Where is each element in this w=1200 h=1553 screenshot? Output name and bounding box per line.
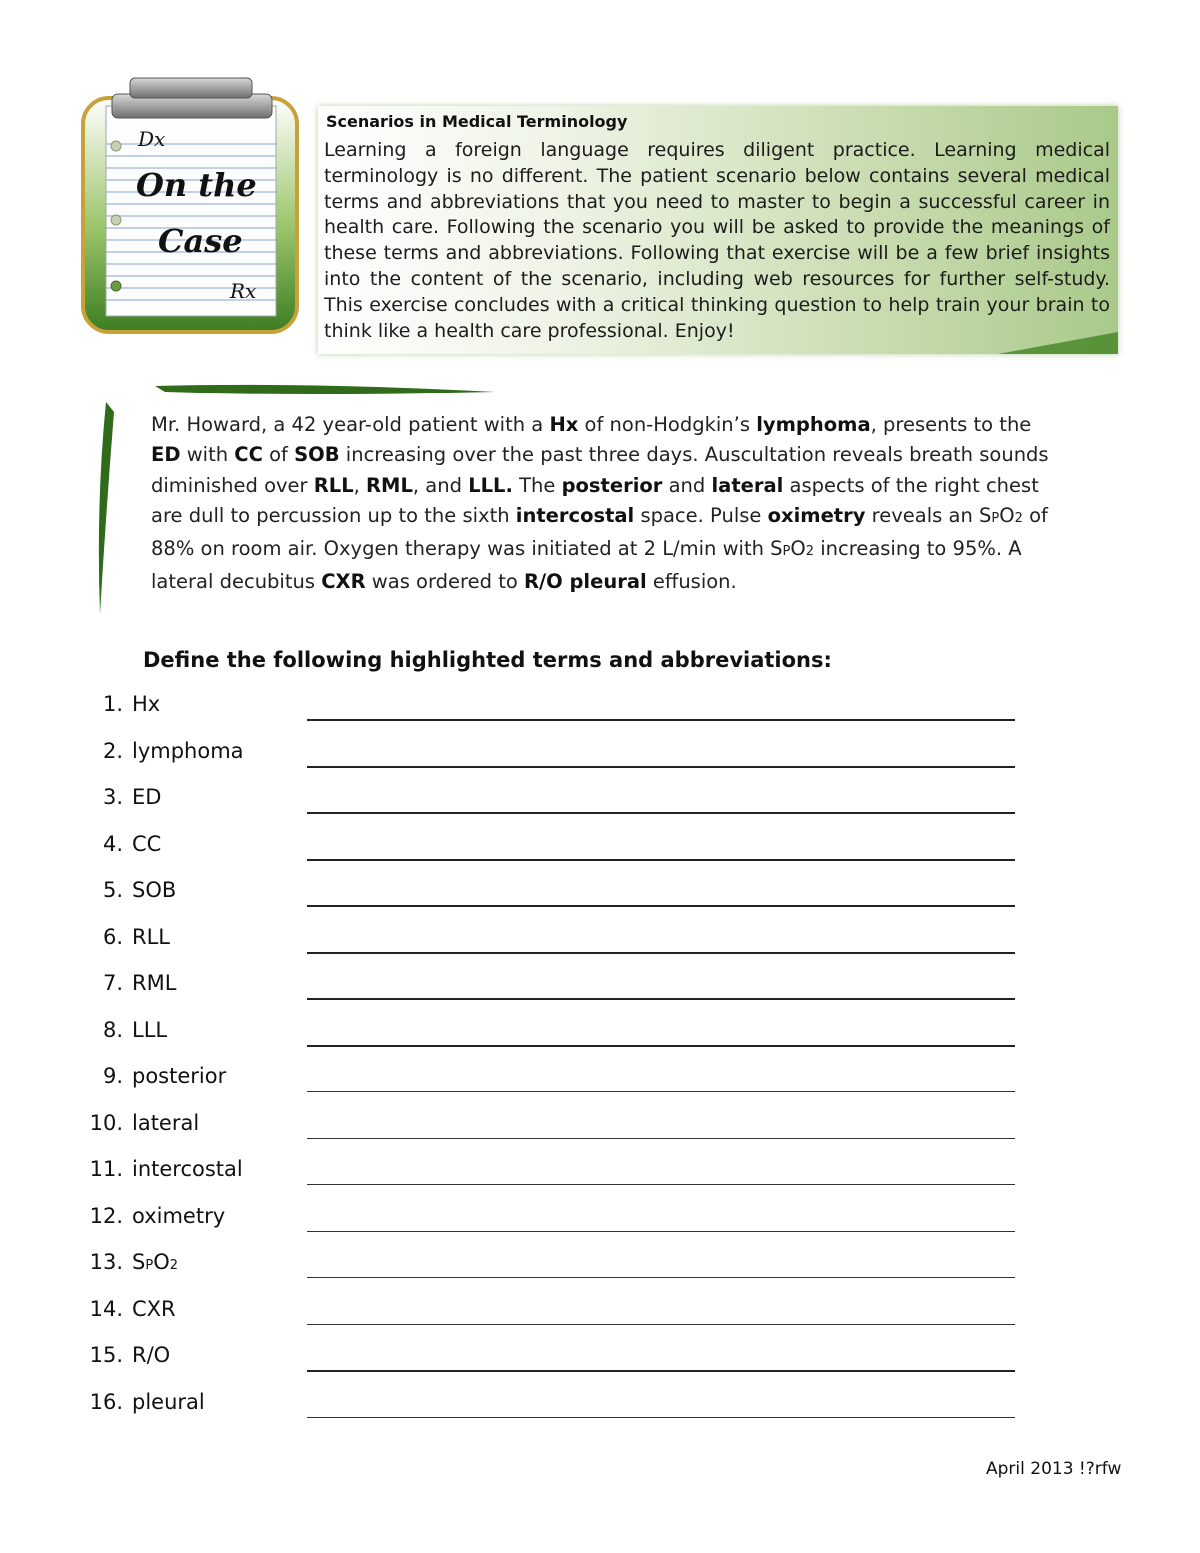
term-label: R/O (132, 1343, 171, 1367)
term-number: 1. (102, 692, 123, 716)
term-posterior: posterior (561, 473, 663, 497)
term-lateral: lateral (711, 473, 784, 497)
answer-line[interactable] (307, 1277, 1015, 1278)
term-label: CXR (132, 1296, 176, 1321)
term-label: Hx (132, 692, 161, 716)
term-label: LLL (132, 1017, 168, 1042)
term-number: 10. (89, 1110, 123, 1135)
term-row (0, 1337, 1200, 1384)
term-row (0, 872, 1200, 919)
answer-line[interactable] (307, 1045, 1015, 1047)
term-label: lymphoma (132, 738, 244, 763)
term-label: intercostal (132, 1157, 243, 1181)
answer-line[interactable] (307, 719, 1015, 721)
term-lll: LLL. (468, 473, 513, 497)
logo-title-line1: On the (136, 166, 257, 204)
term-row (0, 686, 1200, 733)
question-heading: Define the following highlighted terms and abbreviations: (143, 648, 832, 672)
answer-line[interactable] (307, 952, 1015, 954)
term-number: 6. (102, 924, 123, 949)
term-number: 5. (102, 878, 123, 902)
term-sob: SOB (294, 443, 340, 467)
term-label: pleural (132, 1389, 205, 1414)
answer-line[interactable] (307, 1231, 1015, 1232)
term-label: ED (132, 785, 162, 809)
answer-line[interactable] (307, 998, 1015, 1000)
term-label: oximetry (132, 1203, 226, 1228)
term-number: 15. (89, 1343, 123, 1367)
answer-line[interactable] (307, 1184, 1015, 1185)
answer-line[interactable] (307, 1417, 1015, 1418)
term-row (0, 733, 1200, 780)
term-number: 2. (102, 738, 123, 763)
term-row (0, 1244, 1200, 1291)
term-row (0, 965, 1200, 1012)
term-cc: CC (234, 443, 263, 467)
term-label: CC (132, 831, 162, 856)
term-label: SPO2 (132, 1250, 178, 1274)
term-row (0, 1384, 1200, 1431)
intro-box (318, 106, 1118, 354)
term-label: posterior (132, 1064, 227, 1088)
term-row (0, 779, 1200, 826)
answer-line[interactable] (307, 812, 1015, 814)
logo-title-line2: Case (158, 222, 243, 260)
term-number: 16. (89, 1389, 123, 1414)
term-ed: ED (151, 443, 181, 467)
term-row (0, 1012, 1200, 1059)
term-lymphoma: lymphoma (756, 413, 871, 436)
term-cxr: CXR (321, 570, 366, 594)
term-number: 14. (89, 1296, 123, 1321)
term-number: 12. (89, 1203, 123, 1228)
term-row (0, 826, 1200, 873)
decorative-stroke-left (92, 402, 114, 614)
term-number: 7. (102, 971, 123, 995)
answer-line[interactable] (307, 1324, 1015, 1325)
logo-dx-label: Dx (138, 127, 166, 151)
answer-line[interactable] (307, 1091, 1015, 1092)
term-number: 3. (102, 785, 123, 809)
answer-line[interactable] (307, 859, 1015, 861)
term-label: lateral (132, 1110, 200, 1135)
term-intercostal: intercostal (515, 503, 635, 527)
answer-line[interactable] (307, 1138, 1015, 1139)
term-number: 9. (102, 1064, 123, 1088)
answer-line[interactable] (307, 766, 1015, 768)
term-label: SOB (132, 878, 177, 902)
intro-title: Scenarios in Medical Terminology (326, 112, 628, 131)
logo-rx-label: Rx (230, 279, 257, 303)
scenario-paragraph: Mr. Howard, a 42 year-old patient with a Hx of non-Hodgkin’s lymphoma, presents to the ED with CC of SOB increasing over the past three days. Auscultation reveals breath sounds diminished over RLL, RML, and LLL. The posterior and lateral aspects of the right chest are dull to percussion up to the sixth intercostal space. Pulse oximetry reveals an SPO2 of 88% on room air. Oxygen therapy was initiated at 2 L/min with SPO2 increasing to 95%. A lateral decubitus CXR was ordered to R/O pleural effusion. (151, 413, 1049, 594)
term-row (0, 919, 1200, 966)
term-oximetry: oximetry (767, 503, 866, 527)
term-number: 13. (89, 1250, 123, 1274)
term-hx: Hx (549, 413, 579, 436)
term-row (0, 1291, 1200, 1338)
answer-line[interactable] (307, 905, 1015, 907)
answer-line[interactable] (307, 1370, 1015, 1372)
term-number: 4. (102, 831, 123, 856)
term-label: RLL (132, 924, 170, 949)
term-row (0, 1105, 1200, 1152)
footer-date: April 2013 !?rfw (986, 1459, 1122, 1479)
term-row (0, 1058, 1200, 1105)
term-rml: RML (366, 473, 413, 497)
intro-text: Learning a foreign language requires diligent practice. Learning medical terminology is no different. The patient scenario below contains several medical terms and abbreviations that you need to master to begin a successful career in health care. Following the scenario you will be asked to provide the meanings of these terms and abbreviations. Following that exercise will be a few brief insights into the content of the scenario, including web resources for further self-study. This exercise concludes with a critical thinking question to help train your brain to think like a health care professional. Enjoy! (324, 139, 1110, 342)
term-ro-pleural: R/O pleural (523, 570, 647, 594)
term-number: 8. (102, 1017, 123, 1042)
term-rll: RLL (313, 473, 354, 497)
term-label: RML (132, 971, 177, 995)
term-row (0, 1151, 1200, 1198)
on-the-case-logo (80, 74, 300, 336)
term-row (0, 1198, 1200, 1245)
decorative-stroke-top (155, 380, 495, 400)
term-number: 11. (89, 1157, 123, 1181)
intro-corner-decoration (998, 324, 1118, 354)
